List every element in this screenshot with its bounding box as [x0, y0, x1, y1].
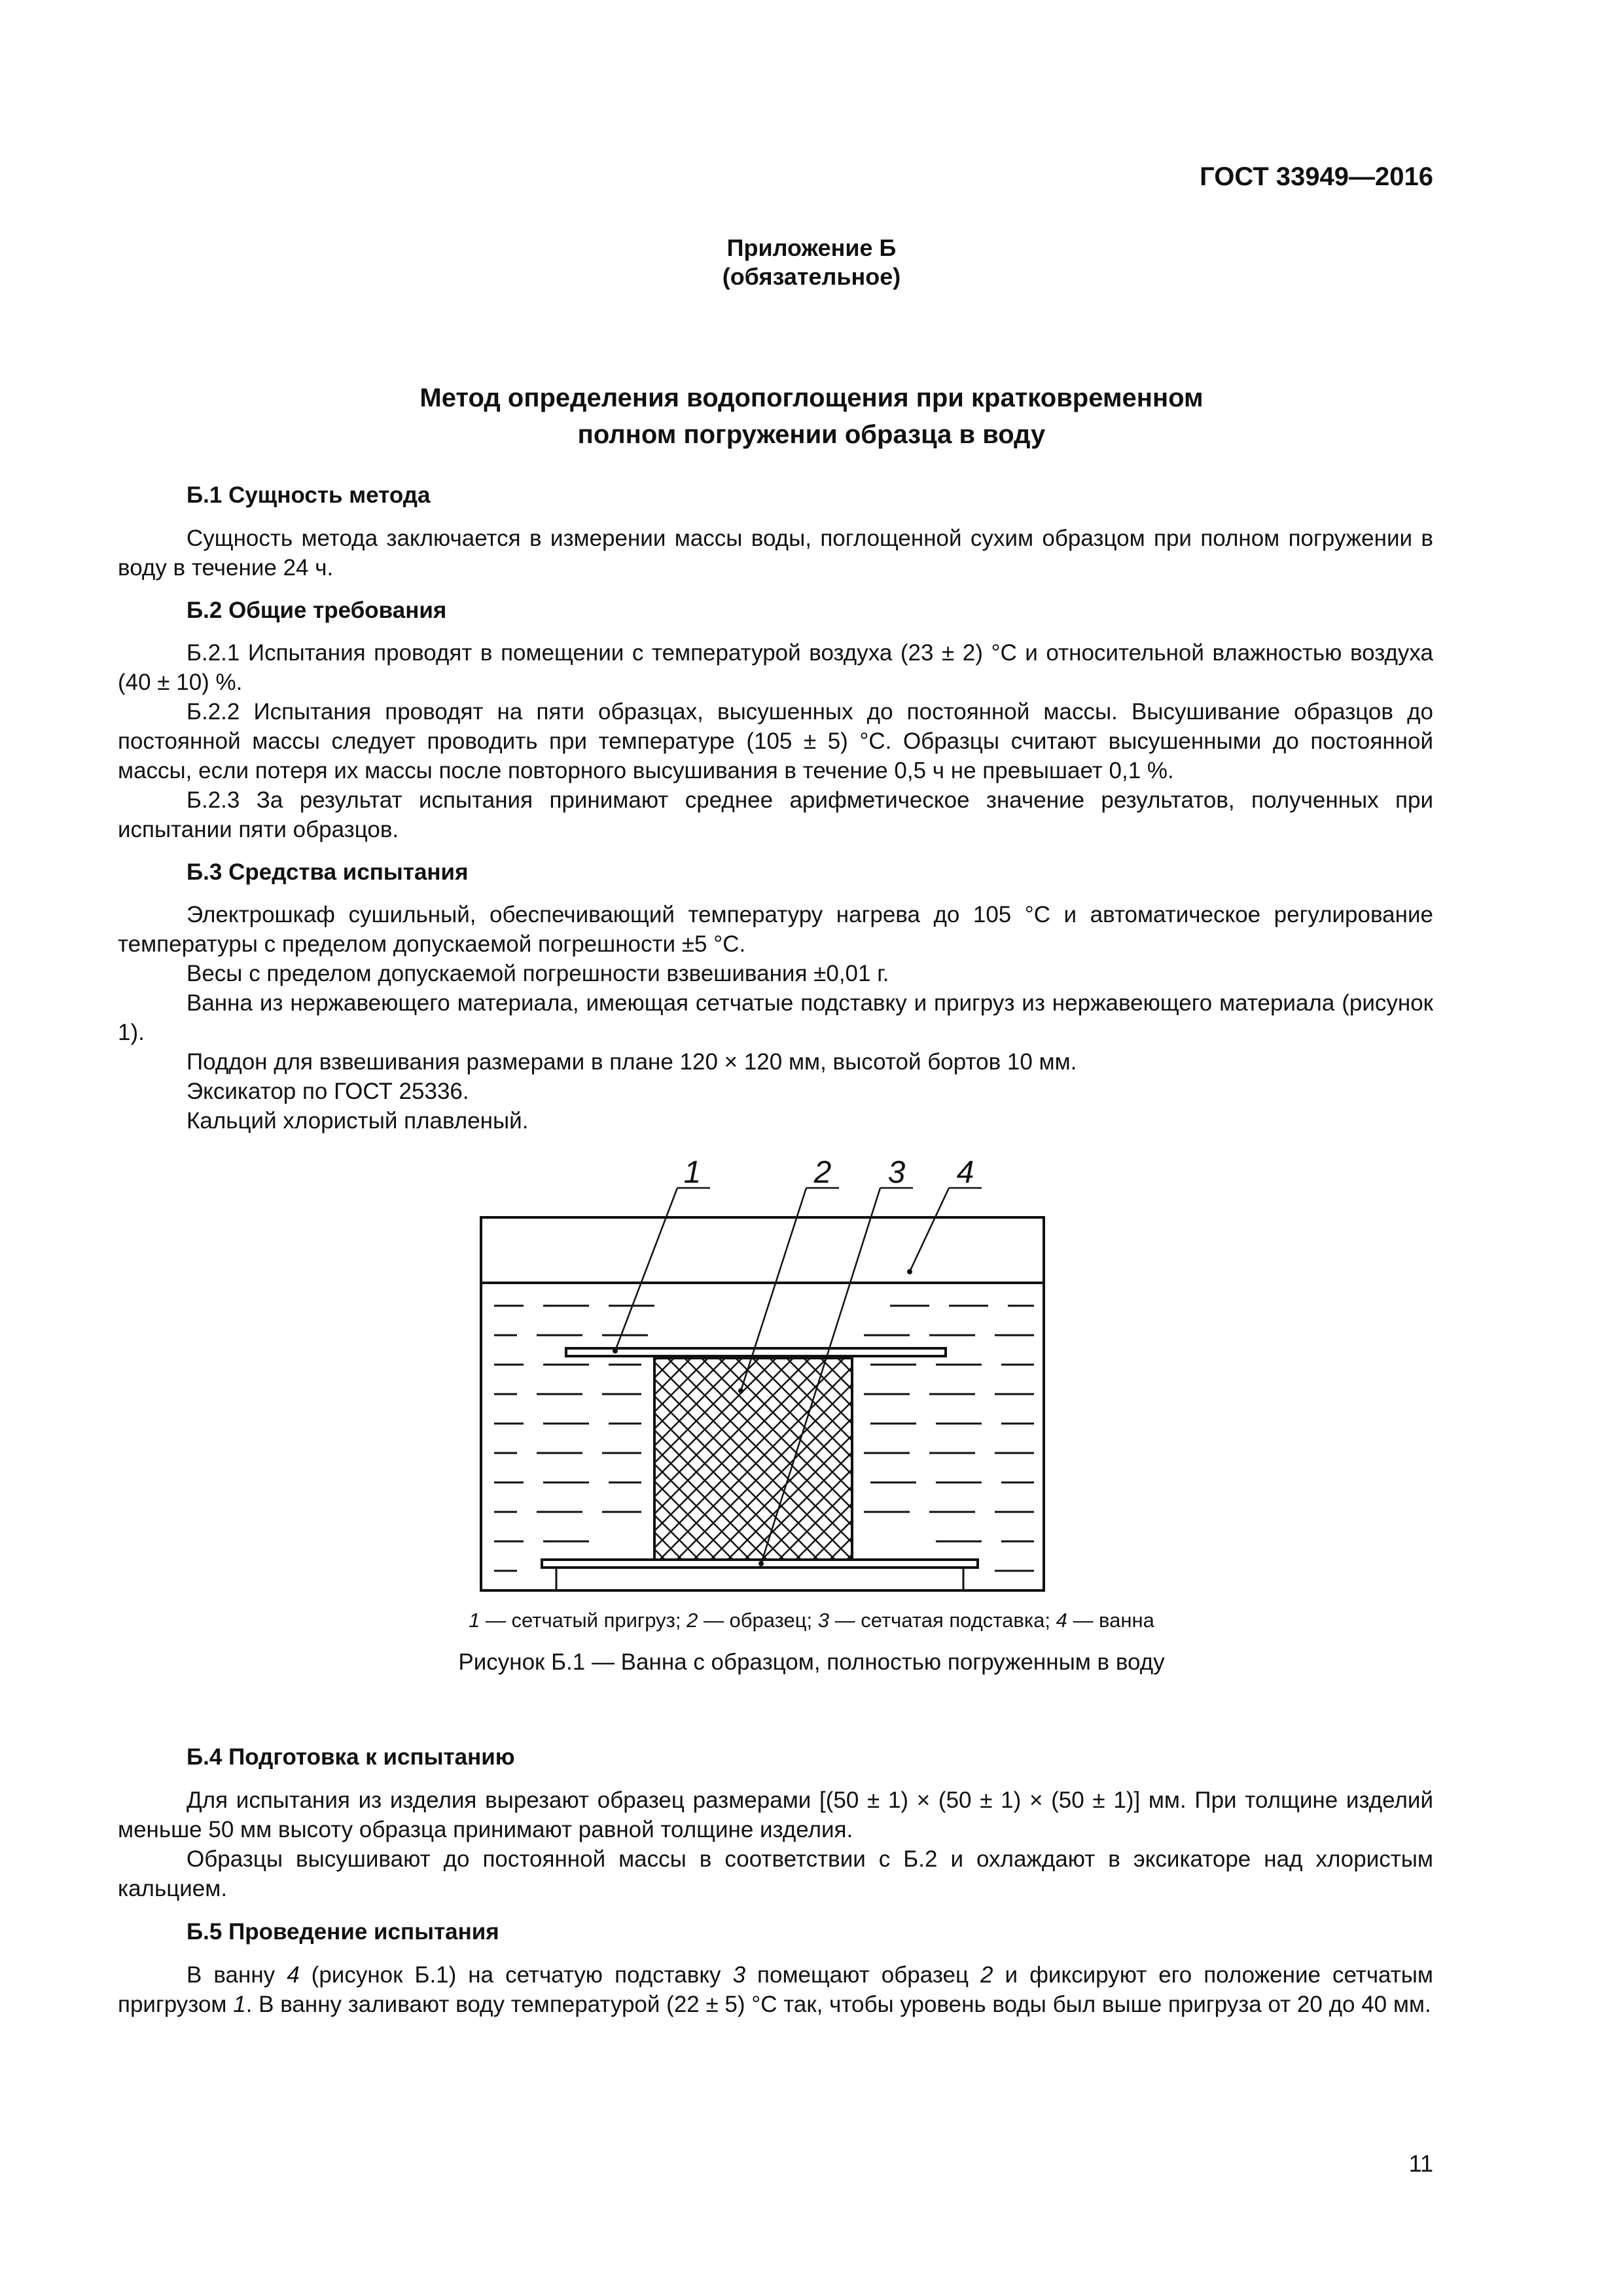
leader-dot-2	[738, 1388, 743, 1393]
paragraph-b2-2: Б.2.2 Испытания проводят на пяти образцах, высушенных до постоянной массы. Высушивание образцов до постоянной массы следует проводить при температуре (105 ± 5) °С. Образцы считают высушенными до постоянной массы, если потеря их массы после повторного высушивания в течение 0,5 ч не превышает 0,1 %.	[118, 699, 1433, 783]
legend-num-3: 3	[817, 1609, 830, 1632]
paragraph-b2-3: Б.2.3 За результат испытания принимают среднее арифметическое значение результатов, полученных при испытании пяти образцов.	[118, 787, 1433, 842]
section-heading-b1: Б.1 Сущность метода	[187, 482, 431, 508]
b5-num-4: 4	[287, 1962, 300, 1988]
figure-label-3: 3	[887, 1155, 906, 1190]
paragraph-b4-2: Образцы высушивают до постоянной массы в соответствии с Б.2 и охлаждают в эксикаторе над хлористым кальцием.	[118, 1846, 1433, 1901]
figure-caption: Рисунок Б.1 — Ванна с образцом, полностью погруженным в воду	[458, 1649, 1165, 1675]
b5-text-b: (рисунок Б.1) на сетчатую подставку	[299, 1962, 733, 1988]
paragraph-b3-1: Электрошкаф сушильный, обеспечивающий температуру нагрева до 105 °С и автоматическое регулирование температуры с пределом допускаемой погрешности ±5 °С.	[118, 902, 1433, 957]
leader-dot-1	[613, 1348, 618, 1354]
paragraph-b3-4: Поддон для взвешивания размерами в плане 120 × 120 мм, высотой бортов 10 мм.	[187, 1049, 1077, 1075]
leader-dot-3	[758, 1561, 764, 1566]
section-heading-b4: Б.4 Подготовка к испытанию	[187, 1744, 515, 1770]
paragraph-b2-1: Б.2.1 Испытания проводят в помещении с температурой воздуха (23 ± 2) °С и относительной влажностью воздуха (40 ± 10) %.	[118, 640, 1433, 695]
b5-text-a: В ванну	[187, 1962, 287, 1988]
main-title-line1: Метод определения водопоглощения при кратковременном	[419, 384, 1204, 412]
legend-num-1: 1	[469, 1609, 480, 1632]
paragraph-b3-3: Ванна из нержавеющего материала, имеющая сетчатые подставку и пригруз из нержавеющего материала (рисунок 1).	[118, 990, 1433, 1045]
legend-text-2: — образец;	[698, 1609, 818, 1632]
b5-text-d: и фиксируют его положение сетчатым пригрузом	[118, 1962, 1433, 2017]
mesh-stand-legs	[556, 1568, 963, 1590]
b5-num-3: 3	[732, 1962, 746, 1988]
figure-label-2: 2	[813, 1155, 832, 1190]
mesh-weight	[566, 1348, 946, 1356]
b5-text-e: . В ванну заливают воду температурой (22 ± 5) °С так, чтобы уровень воды был выше пригруза от 20 до 40 мм.	[245, 1992, 1431, 2017]
b5-num-1: 1	[233, 1992, 246, 2017]
figure-label-4: 4	[956, 1155, 974, 1190]
main-title	[0, 380, 1623, 453]
legend-num-2: 2	[687, 1609, 698, 1632]
main-title-line2: полном погружении образца в воду	[577, 420, 1046, 449]
section-heading-b3: Б.3 Средства испытания	[187, 859, 469, 885]
paragraph-b3-2: Весы с пределом допускаемой погрешности взвешивания ±0,01 г.	[187, 961, 889, 986]
legend-num-4: 4	[1056, 1609, 1067, 1632]
legend-text-3: — сетчатая подставка;	[829, 1609, 1056, 1632]
annex-status: (обязательное)	[722, 263, 901, 290]
figure-legend	[0, 1609, 1623, 1632]
figure-label-1: 1	[683, 1155, 702, 1190]
b5-text-c: помещают образец	[745, 1962, 981, 1988]
section-heading-b5: Б.5 Проведение испытания	[187, 1919, 499, 1945]
figure-bath-diagram	[458, 1149, 1067, 1594]
annex-title: Приложение Б	[726, 234, 897, 261]
b5-num-2: 2	[980, 1962, 993, 1988]
paragraph-b1: Сущность метода заключается в измерении массы воды, поглощенной сухим образцом при полном погружении в воду в течение 24 ч.	[118, 526, 1433, 581]
legend-text-1: — сетчатый пригруз;	[480, 1609, 687, 1632]
document-code: ГОСТ 33949—2016	[1200, 162, 1433, 191]
sample	[654, 1358, 852, 1560]
paragraph-b4-1: Для испытания из изделия вырезают образец размерами [(50 ± 1) × (50 ± 1) × (50 ± 1)] мм. При толщине изделий меньше 50 мм высоту образца принимают равной толщине изделия.	[118, 1787, 1433, 1842]
paragraph-b3-6: Кальций хлористый плавленый.	[187, 1108, 529, 1134]
legend-text-4: — ванна	[1067, 1609, 1154, 1632]
page-number: 11	[1408, 2150, 1433, 2177]
paragraph-b3-5: Эксикатор по ГОСТ 25336.	[187, 1079, 469, 1104]
leader-dot-4	[907, 1269, 912, 1274]
paragraph-b5-1	[118, 1960, 1433, 2019]
section-heading-b2: Б.2 Общие требования	[187, 598, 447, 623]
